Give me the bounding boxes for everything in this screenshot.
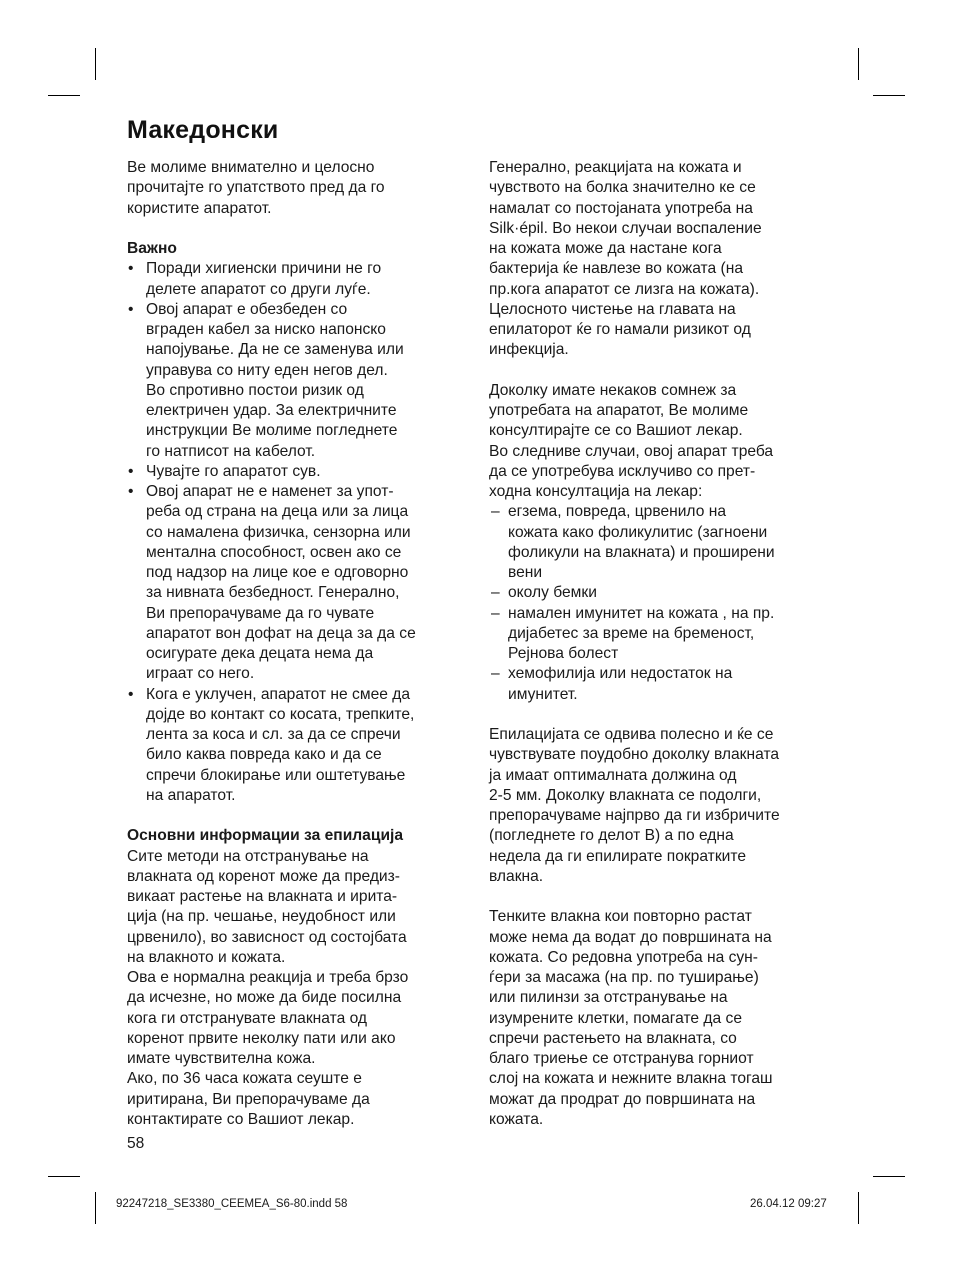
bullet-icon: •: [128, 260, 134, 278]
left-column: [127, 158, 472, 1130]
crop-mark: [48, 95, 80, 96]
page-title: Македонски: [127, 116, 279, 144]
list-item: – хемофилија или недостаток на имунитет.: [491, 665, 733, 703]
dash-icon: –: [491, 665, 500, 683]
dash-icon: –: [491, 503, 500, 521]
crop-mark: [873, 95, 905, 96]
basics-heading: Основни информации за епилација: [127, 827, 404, 845]
dash-icon: –: [491, 604, 500, 622]
dash-icon: –: [491, 584, 500, 602]
list-item: • Поради хигиенски причини не го делете апаратот со други луѓе.: [128, 260, 382, 298]
crop-mark: [873, 1176, 905, 1177]
bullet-icon: •: [128, 300, 134, 318]
bullet-icon: •: [128, 483, 134, 500]
intro-paragraph: [127, 158, 472, 219]
important-heading: Важно: [127, 240, 177, 257]
list-item: • Овој апарат не е наменет за упот- реба од страна на деца или за лица со намалена физичка, сензорна или ментална способност, освен ако се под надзор на лице кое е одговорно за нивната безбедност. Генерално, Ви препорачуваме да го чувате апаратот вон дофат на деца за да се осигурате дека децата нема да играат со него.: [128, 483, 416, 683]
important-list: [127, 259, 472, 806]
conditions-list: [489, 502, 834, 705]
list-item: • Овој апарат е обезбеден со вграден кабел за ниско напонско напојување. Да не се заменува или управува со ниту еден негов дел. Во спротивно постои ризик од електричен удар. За електричните инструкции Ве молиме погледнете го натписот на кабелот.: [128, 300, 404, 460]
basics-paragraph: Сите методи на отстранување на влакната од коренот може да предиз- викаат растење на влакната и ирита- ција (на пр. чешање, неудобност или црвенило), во зависност од состојбата на влакното и кожата. Ова е нормална реакција и треба брзо да исчезне, но може да биде посилна кога ги отстранувате влакната од коренот првите неколку пати или ако имате чувствителна кожа. Ако, по 36 часа кожата сеуште е иритирана, Ви препорачуваме да контактирате со Вашиот лекар.: [127, 847, 409, 1128]
bullet-icon: •: [128, 685, 134, 703]
bullet-icon: •: [128, 462, 134, 480]
text-line: прочитајте го упатството пред да го: [127, 179, 385, 197]
doubt-paragraph: Доколку имате некаков сомнеж за употребата на апаратот, Ве молиме консултирајте се со Вашиот лекар. Во следниве случаи, овој апарат треба да се употребува исклучиво со прет- ходна консултација на лекар:: [489, 381, 774, 500]
crop-mark: [858, 48, 859, 80]
right-column: [489, 158, 834, 1130]
list-item: • Кога е уклучен, апаратот не смее да дојде во контакт со косата, трепките, лента за коса и сл. за да се спречи било каква повреда како и да се спречи блокирање или оштетување на апаратот.: [128, 685, 415, 804]
crop-mark: [48, 1176, 80, 1177]
thin-hairs-paragraph: Тенките влакна кои повторно растат може нема да водат до површината на кожата. Со редовна употреба на сун- ѓери за масажа (на пр. по туширање) или пилинзи за отстранување на изумрените клетки, помагате да се спречи растењето на влакната, со благо триење се отстранува горниот слој на кожата и нежните влакна тогаш можат да продрат до површината на кожата.: [489, 908, 773, 1128]
list-item: – намален имунитет на кожата , на пр. дијабетес за време на бременост, Рејнова болест: [491, 604, 775, 662]
list-item: – околу бемки: [489, 583, 834, 603]
crop-mark: [95, 48, 96, 80]
crop-mark: [858, 1192, 859, 1224]
epilation-paragraph: Епилацијата се одвива полесно и ќе се чувствувате поудобно доколку влакната ја имаат оптималната должина од 2-5 мм. Доколку влакната се подолги, препорачуваме најпрво да ги избричите (погледнете го делот B) а по една недела да ги епилирате пократките влакна.: [489, 726, 780, 885]
footer-date: 26.04.12 09:27: [750, 1198, 827, 1210]
footer-file-info: 92247218_SE3380_CEEMEA_S6-80.indd 58: [116, 1198, 348, 1210]
reaction-paragraph: Генерално, реакцијата на кожата и чувството на болка значително ке се намалат со постојаната употреба на Silk·épil. Во некои случаи воспаление на кожата може да настане кога бактерија ќе навлезе во кожата (на пр.кога апаратот се лизга на кожата). Целосното чистење на главата на епилаторот ќе го намали ризикот од инфекција.: [489, 159, 762, 359]
text-line: користите апаратот.: [127, 199, 272, 217]
text-line: Ве молиме внимателно и целосно: [127, 159, 375, 176]
page-number: 58: [127, 1135, 145, 1152]
crop-mark: [95, 1192, 96, 1224]
list-item: • Чувајте го апаратот сув.: [127, 462, 472, 482]
list-item: – егзема, повреда, црвенило на кожата како фоликулитис (загноени фоликули на влакната) и проширени вени: [491, 503, 775, 581]
